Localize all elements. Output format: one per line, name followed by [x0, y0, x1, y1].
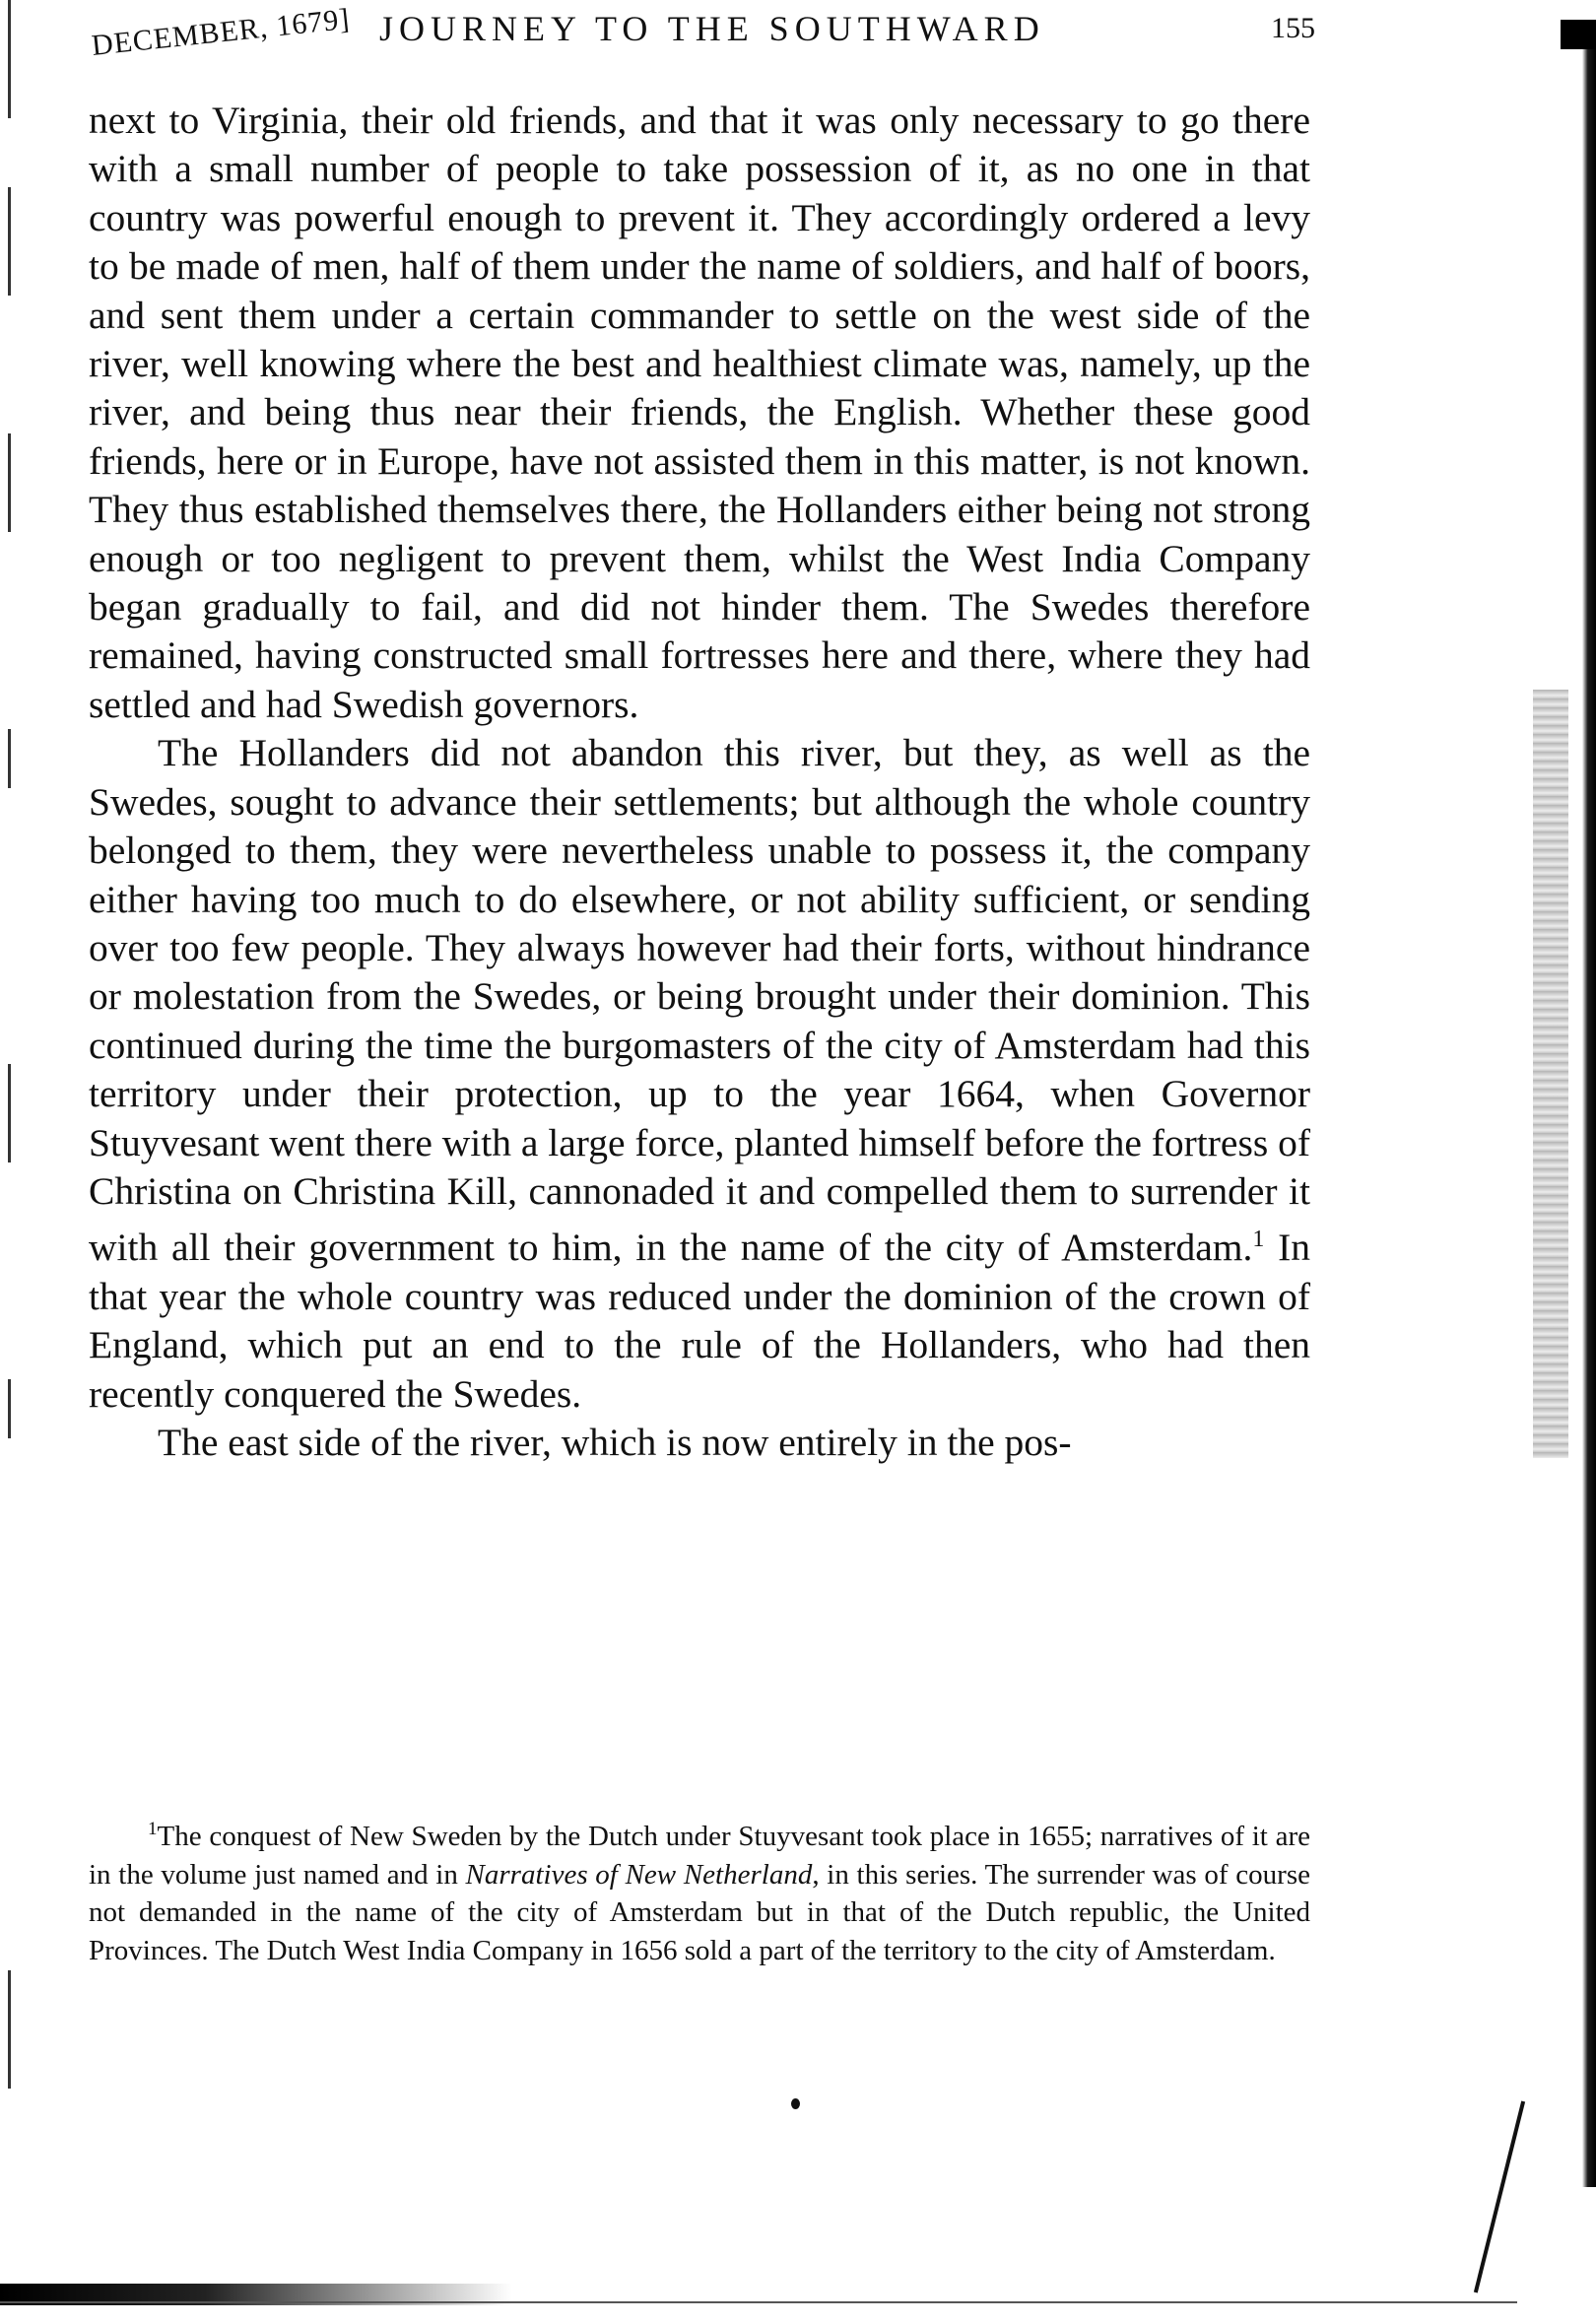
paragraph-1 — [89, 97, 1310, 729]
paragraph-2 — [89, 729, 1310, 1419]
footnote-italic-title: Narratives of New Netherland — [465, 1858, 813, 1891]
page-number: 155 — [1271, 12, 1315, 44]
left-margin-line — [8, 729, 11, 788]
binding-shadow-corner — [1561, 20, 1596, 49]
paragraph-1-text: next to Virginia, their old friends, and that it was only necessary to go there with a small number of people to take possession of it, as no one in that country was powerful enough to prevent it. They accordingly ordered a levy to be made of men, half of them under the name of soldiers, and half of boors, and sent them under a certain commander to settle on the west side of the river, well knowing where the best and healthiest climate was, namely, up the river, and being thus near their friends, the English. Whether these good friends, here or in Europe, have not assisted them in this matter, is not known. They thus established themselves there, the Hollanders either being not strong enough or too negligent to prevent them, whilst the West India Company began gradually to fail, and did not hinder them. The Swedes therefore remained, having constructed small fortresses here and there, where they had settled and had Swedish governors. — [89, 99, 1310, 726]
footnote-paragraph — [89, 1811, 1310, 1969]
footnote-mark: 1 — [148, 1819, 158, 1839]
footnote-text-a: The conquest of New Sweden by the Dutch under Stuyvesant took place in 1655; narratives of it are in the volume just named and in — [89, 1821, 1310, 1891]
gutter-texture — [1533, 690, 1568, 1458]
binding-shadow-right — [1582, 20, 1596, 2187]
left-margin-line — [8, 0, 11, 118]
page-dot-mark — [791, 2098, 800, 2109]
body-text — [89, 97, 1310, 1468]
paragraph-2-text: The Hollanders did not abandon this river, but they, as well as the Swedes, sought to advance their settlements; but although the whole country belonged to them, they were nevertheless unable to possess it, the company either having too much to do elsewhere, or not ability sufficient, or sending over too few people. They always however had their forts, without hindrance or molestation from the Swedes, or being brought under their dominion. This continued during the time the burgomasters of the city of Amsterdam had this territory under their protection, up to the year 1664, when Governor Stuyvesant went there with a large force, planted himself before the fortress of Christina on Christina Kill, cannonaded it and compelled them to surrender it with all their government to him, in the name of the city of Amsterdam. — [89, 731, 1310, 1270]
running-head-title: JOURNEY TO THE SOUTHWARD — [379, 9, 1045, 48]
paragraph-3-text: The east side of the river, which is now entirely in the pos- — [158, 1421, 1072, 1465]
left-margin-line — [8, 187, 11, 296]
bottom-edge-line — [0, 2301, 1517, 2303]
left-margin-line — [8, 1970, 11, 2089]
paragraph-3 — [89, 1419, 1310, 1467]
footnote-text-b: , in this series. The surrender was of course not demanded in the name of the city of Amsterdam but in that of the Dutch republic, the United Provinces. The Dutch West India Company in 1656 sold a part of the territory to the city of Amsterdam. — [89, 1858, 1310, 1966]
margin-slash-mark — [1474, 2100, 1525, 2292]
running-head — [90, 2, 1315, 67]
footnote — [89, 1811, 1310, 1969]
left-margin-line — [8, 433, 11, 532]
left-margin-line — [8, 1064, 11, 1162]
footnote-reference: 1 — [1252, 1227, 1265, 1253]
left-margin-line — [8, 1379, 11, 1438]
running-head-date: DECEMBER, 1679] — [90, 2, 352, 63]
paragraph-2-tail: In that year the whole country was reduced under the dominion of the crown of England, which put an end to the rule of the Hollanders, who had then recently conquered the Swedes. — [89, 1226, 1310, 1416]
